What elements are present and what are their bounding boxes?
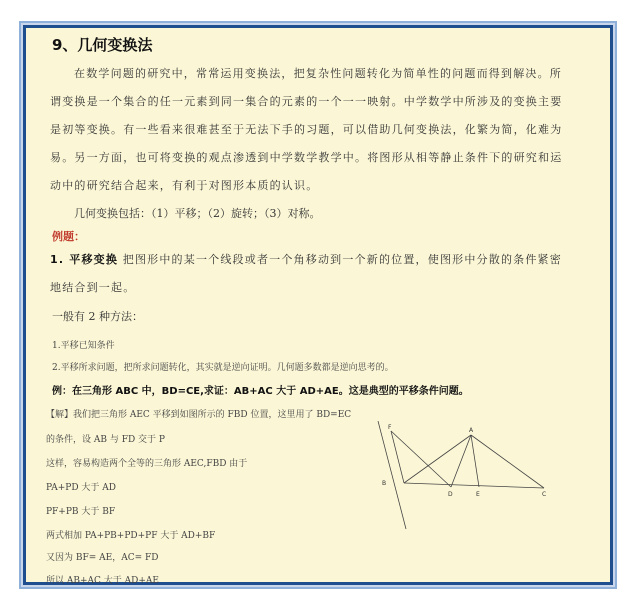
solution-line: 【解】我们把三角形 AEC 平移到如图所示的 FBD 位置，这里用了 BD=EC	[46, 410, 352, 420]
label-e: E	[476, 491, 480, 498]
solution-line: 又因为 BF= AE，AC= FD	[46, 553, 159, 563]
translation-paragraph	[50, 246, 570, 302]
solution-line: 两式相加 PA+PB+PD+PF 大于 AD+BF	[46, 531, 216, 541]
example-label: 例题：	[52, 230, 85, 243]
solution-line: PA+PD 大于 AD	[46, 483, 116, 493]
label-a: A	[469, 427, 474, 434]
label-f: F	[388, 424, 392, 431]
segment-fb	[391, 431, 404, 483]
solution-line: PF+PB 大于 BF	[46, 507, 116, 517]
label-b: B	[382, 480, 387, 487]
segment-ab	[404, 435, 471, 483]
section-title: 9、几何变换法	[52, 36, 153, 54]
label-d: D	[448, 491, 453, 498]
translation-desc: 把图形中的某一个线段或者一个角移动到一个新的位置，使图形中分散的条件紧密地结合到一起。	[50, 253, 562, 294]
intro-paragraph: 在数学问题的研究中，常常运用变换法，把复杂性问题转化为简单性的问题而得到解决。所谓变换是一个集合的任一元素到同一集合的元素的一个一一映射。中学数学中所涉及的变换主要是初等变换。有一些看来很难甚至于无法下手的习题，可以借助几何变换法，化繁为简，化难为易。另一方面，也可将变换的观点渗透到中学数学教学中。将图形从相等静止条件下的研究和运动中的研究结合起来，有利于对图形本质的认识。	[50, 67, 563, 192]
label-c: C	[542, 491, 547, 498]
geometry-figure	[376, 421, 576, 531]
segment-bc	[404, 483, 544, 488]
segment-fd	[391, 431, 451, 487]
document-frame	[23, 25, 613, 585]
segment-ae	[471, 435, 479, 487]
transform-types: 几何变换包括：（1）平移；（2）旋转；（3）对称。	[74, 207, 321, 220]
solution-line: 这样，容易构造两个全等的三角形 AEC,FBD 由于	[46, 459, 248, 469]
example-problem: 例：在三角形 ABC 中，BD=CE,求证：AB+AC 大于 AD+AE。这是典型的平移条件问题。	[52, 386, 469, 397]
segment-ad	[451, 435, 471, 487]
translation-heading: 1. 平移变换	[50, 253, 119, 266]
method-1: 1.平移已知条件	[52, 341, 115, 351]
solution-line: 的条件，设 AB 与 FD 交于 P	[46, 435, 165, 445]
segment-ac	[471, 435, 544, 488]
method-2: 2.平移所求问题，把所求问题转化，其实就是逆向证明。几何题多数都是逆向思考的。	[52, 363, 394, 373]
solution-line: 所以 AB+AC 大于 AD+AE	[46, 576, 159, 586]
methods-count: 一般有 2 种方法：	[52, 310, 143, 323]
